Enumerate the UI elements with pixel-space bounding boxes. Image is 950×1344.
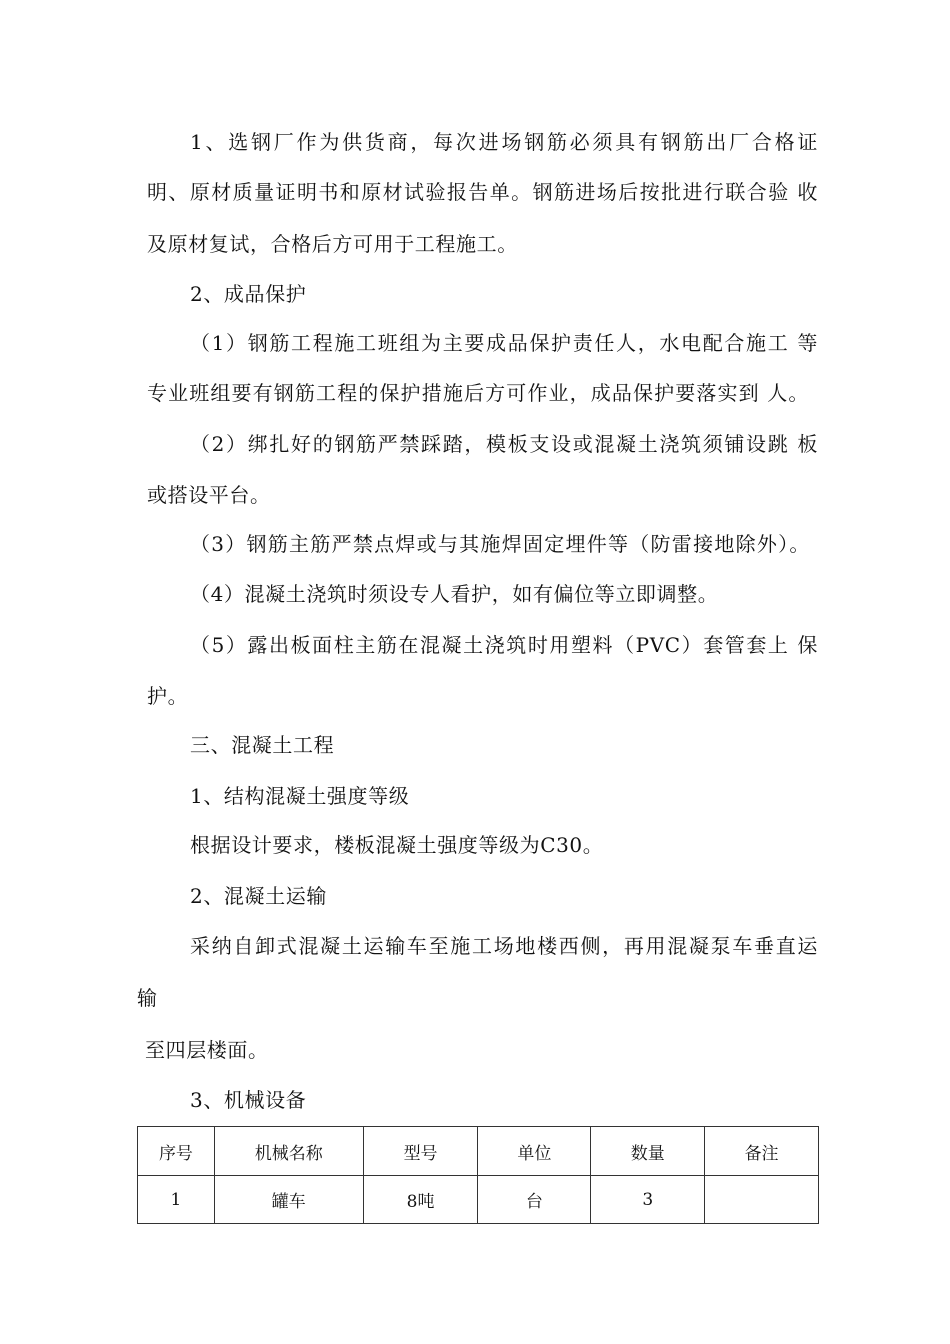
paragraph-line: （1）钢筋工程施工班组为主要成品保护责任人，水电配合施工 等 — [190, 331, 818, 355]
header-cell: 序号 — [138, 1127, 215, 1176]
paragraph-line: 专业班组要有钢筋工程的保护措施后方可作业，成品保护要落实到 人。 — [147, 381, 809, 405]
header-cell: 机械名称 — [214, 1127, 363, 1176]
table-cell: 罐车 — [214, 1176, 363, 1224]
subsection-heading: 1、结构混凝土强度等级 — [190, 784, 410, 808]
equipment-table — [137, 1126, 819, 1224]
paragraph-line: 根据设计要求，楼板混凝土强度等级为C30。 — [190, 833, 604, 857]
header-cell: 数量 — [591, 1127, 705, 1176]
table-cell: 台 — [478, 1176, 591, 1224]
paragraph-line: （2）绑扎好的钢筋严禁踩踏，模板支设或混凝土浇筑须铺设跳 板 — [190, 432, 818, 456]
section-heading: 2、成品保护 — [190, 282, 307, 306]
paragraph-line: （4）混凝土浇筑时须设专人看护，如有偏位等立即调整。 — [190, 582, 719, 606]
section-heading: 三、混凝土工程 — [190, 733, 335, 757]
paragraph-line: 或搭设平台。 — [147, 483, 271, 507]
subsection-heading: 2、混凝土运输 — [190, 884, 327, 908]
paragraph-line: 1、选钢厂作为供货商，每次进场钢筋必须具有钢筋出厂合格证 — [190, 130, 818, 154]
table-cell: 1 — [138, 1176, 215, 1224]
table-cell — [705, 1176, 819, 1224]
paragraph-line: 输 — [137, 986, 158, 1010]
header-cell: 单位 — [478, 1127, 591, 1176]
paragraph-line: 采纳自卸式混凝土运输车至施工场地楼西侧，再用混凝泵车垂直运 — [190, 934, 818, 958]
table-cell: 8吨 — [363, 1176, 478, 1224]
subsection-heading: 3、机械设备 — [190, 1088, 307, 1112]
table-header-row — [138, 1127, 819, 1176]
header-cell: 备注 — [705, 1127, 819, 1176]
header-cell: 型号 — [363, 1127, 478, 1176]
paragraph-line: （5）露出板面柱主筋在混凝土浇筑时用塑料（PVC）套管套上 保 — [190, 633, 818, 657]
paragraph-line: 及原材复试，合格后方可用于工程施工。 — [147, 232, 518, 256]
paragraph-line: （3）钢筋主筋严禁点焊或与其施焊固定埋件等（防雷接地除外）。 — [190, 532, 810, 556]
paragraph-line: 至四层楼面。 — [145, 1038, 269, 1062]
paragraph-line: 明、原材质量证明书和原材试验报告单。钢筋进场后按批进行联合验 收 — [147, 180, 818, 204]
paragraph-line: 护。 — [147, 684, 189, 708]
table-cell: 3 — [591, 1176, 705, 1224]
table-row — [138, 1176, 819, 1224]
